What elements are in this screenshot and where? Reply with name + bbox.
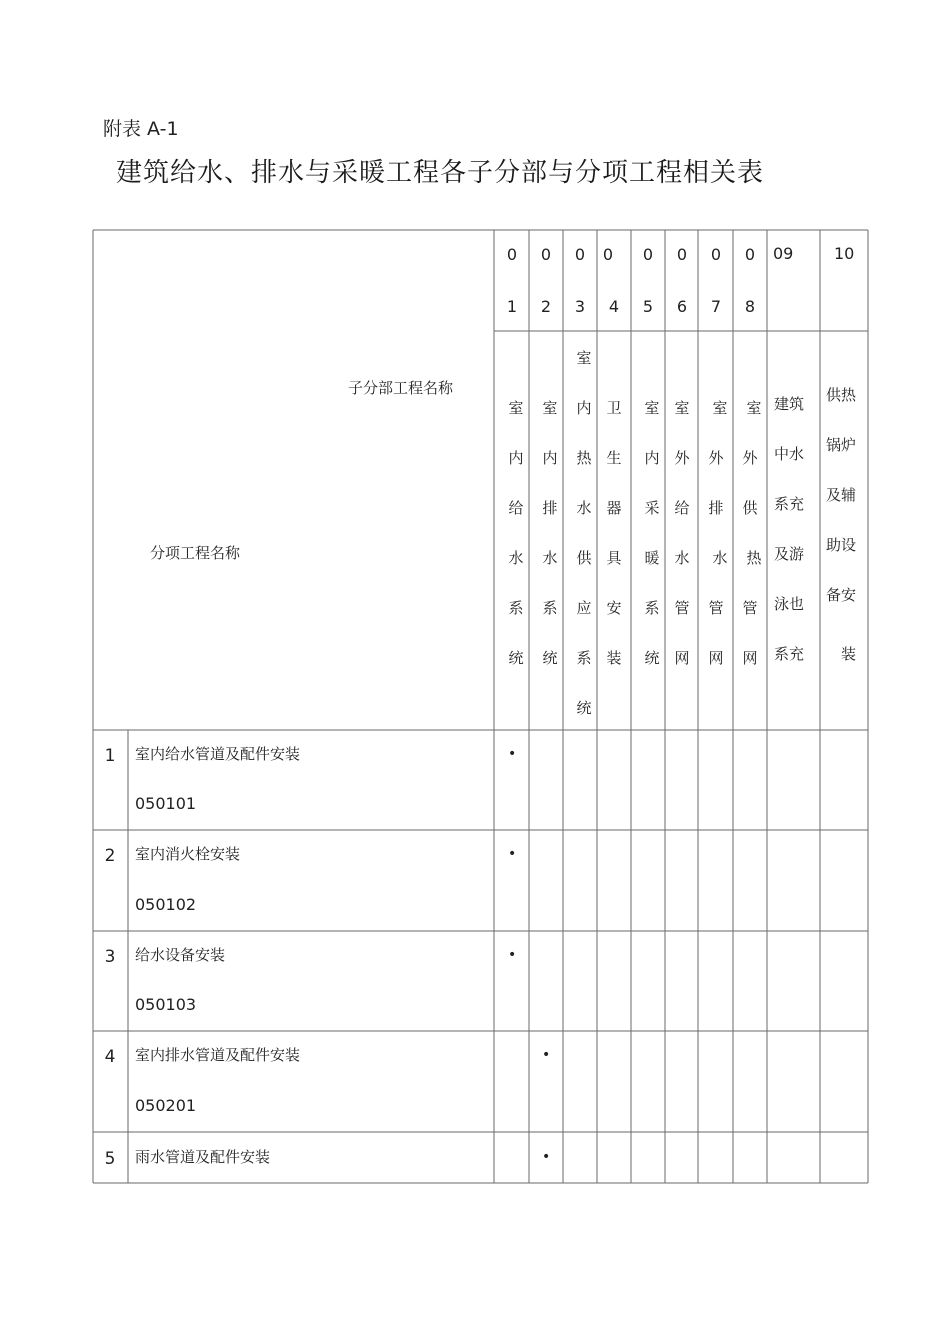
col-code-digit: 0 [540,245,552,264]
col-name-char: 装 [841,645,857,663]
col-name-char: 给 [508,499,524,517]
col-name-char: 内 [542,449,558,467]
mark-dot: • [508,947,517,963]
col-name-char: 室 [644,399,660,417]
row-item-code: 050101 [135,794,197,813]
col-code: 10 [834,244,855,263]
col-name-char: 供热 [826,386,857,404]
col-name-char: 水 [674,549,690,567]
row-item-name: 室内给水管道及配件安装 [135,745,301,763]
col-name-char: 网 [708,649,724,667]
col-code-digit: 4 [608,297,620,316]
col-name-char: 外 [674,449,690,467]
col-name-char: 系充 [774,495,805,513]
col-name-char: 建筑 [774,395,805,413]
col-name-char: 网 [742,649,758,667]
col-name-char: 室 [746,399,762,417]
col-name-char: 外 [742,449,758,467]
col-code-digit: 0 [642,245,654,264]
col-code: 09 [773,244,794,263]
col-code-digit: 3 [574,297,586,316]
row-number: 4 [104,1047,116,1067]
col-name-char: 泳也 [774,595,805,613]
row-item-code: 050102 [135,895,197,914]
col-name-char: 系 [576,649,592,667]
col-name-char: 网 [674,649,690,667]
col-name-char: 管 [708,599,724,617]
col-name-char: 热 [576,449,592,467]
row-number: 2 [104,846,116,866]
col-name-char: 系充 [774,645,805,663]
col-code-digit: 0 [744,245,756,264]
col-name-char: 室 [508,399,524,417]
col-name-char: 热 [746,549,762,567]
row-item-name: 给水设备安装 [135,946,226,964]
col-name-char: 室 [576,349,592,367]
col-name-char: 内 [508,449,524,467]
col-name-char: 供 [742,499,758,517]
mark-dot: • [542,1047,551,1063]
col-name-char: 排 [708,499,724,517]
mark-dot: • [508,746,517,762]
col-name-char: 卫 [606,399,622,417]
mark-dot: • [542,1149,551,1165]
page-title: 建筑给水、排水与采暖工程各子分部与分项工程相关表 [116,158,765,188]
col-code-digit: 1 [506,297,518,316]
row-number: 3 [104,947,116,967]
col-name-char: 及游 [774,545,805,563]
col-name-char: 排 [542,499,558,517]
col-name-char: 水 [508,549,524,567]
col-name-char: 统 [644,649,660,667]
col-code-digit: 0 [676,245,688,264]
col-name-char: 室 [674,399,690,417]
col-name-char: 中水 [774,445,805,463]
col-name-char: 水 [542,549,558,567]
col-name-char: 室 [542,399,558,417]
col-code-digit: 7 [710,297,722,316]
mark-dot: • [508,846,517,862]
col-name-char: 水 [712,549,728,567]
col-name-char: 具 [606,549,622,567]
col-code-digit: 0 [506,245,518,264]
col-name-char: 生 [606,449,622,467]
col-name-char: 内 [644,449,660,467]
col-name-char: 助设 [826,536,857,554]
col-code-digit: 0 [602,245,614,264]
col-code-digit: 2 [540,297,552,316]
col-name-char: 统 [542,649,558,667]
col-code-digit: 5 [642,297,654,316]
col-code-digit: 6 [676,297,688,316]
col-name-char: 管 [674,599,690,617]
row-number: 1 [104,746,116,766]
col-name-char: 系 [542,599,558,617]
item-label: 分项工程名称 [150,544,241,562]
sub-division-label: 子分部工程名称 [348,379,454,397]
col-name-char: 应 [576,599,592,617]
col-name-char: 备安 [826,586,857,604]
col-name-char: 锅炉 [826,436,857,454]
col-name-char: 供 [576,549,592,567]
row-item-code: 050103 [135,995,197,1014]
col-name-char: 内 [576,399,592,417]
row-item-name: 室内消火栓安装 [135,845,241,863]
row-item-name: 雨水管道及配件安装 [135,1148,271,1166]
col-code-digit: 8 [744,297,756,316]
col-name-char: 统 [508,649,524,667]
col-code-digit: 0 [574,245,586,264]
col-name-char: 管 [742,599,758,617]
col-name-char: 水 [576,499,592,517]
col-name-char: 系 [644,599,660,617]
col-name-char: 室 [712,399,728,417]
col-name-char: 装 [606,649,622,667]
row-item-name: 室内排水管道及配件安装 [135,1046,301,1064]
col-name-char: 系 [508,599,524,617]
row-item-code: 050201 [135,1096,197,1115]
col-name-char: 及辅 [826,486,857,504]
col-name-char: 外 [708,449,724,467]
col-name-char: 统 [576,699,592,717]
appendix-label: 附表 A-1 [103,118,179,140]
col-name-char: 暖 [644,549,660,567]
col-name-char: 采 [644,499,660,517]
col-name-char: 器 [606,499,622,517]
col-name-char: 给 [674,499,690,517]
row-number: 5 [104,1149,116,1169]
col-name-char: 安 [606,599,622,617]
col-code-digit: 0 [710,245,722,264]
